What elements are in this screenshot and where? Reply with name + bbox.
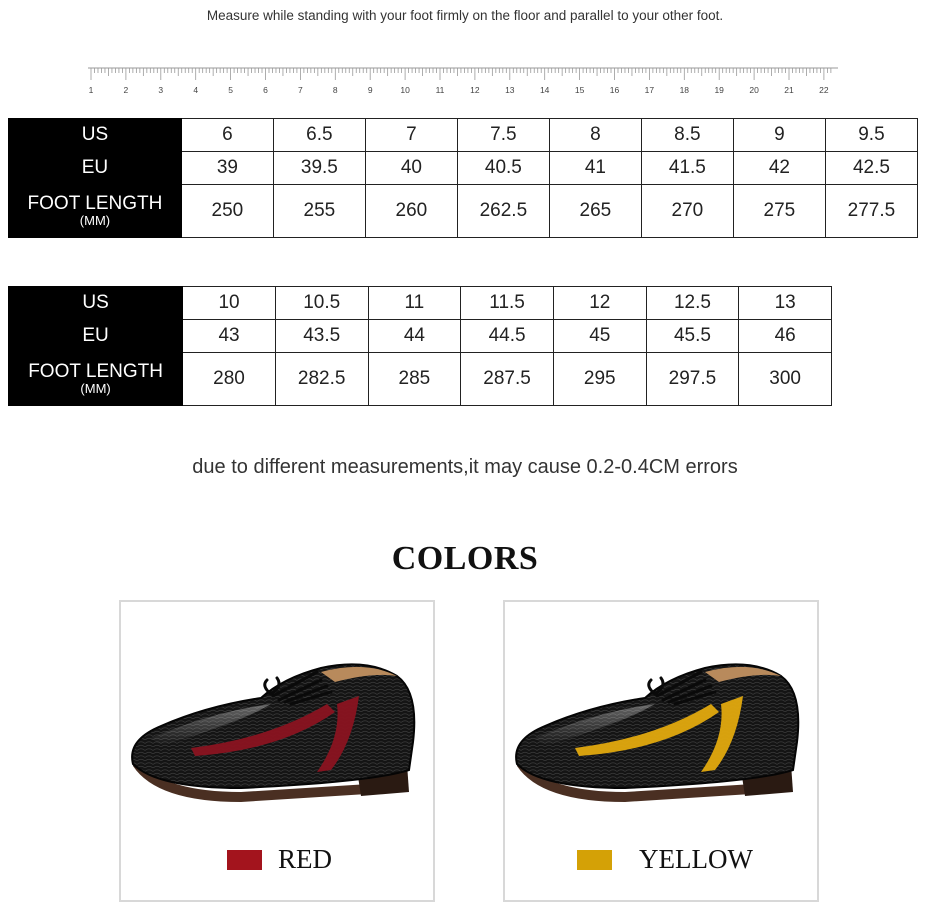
size-cell-us: 10 (183, 287, 276, 320)
table-row-eu (9, 320, 832, 353)
size-cell-eu: 44.5 (461, 320, 554, 353)
foot-length-unit: (MM) (80, 381, 111, 396)
size-cell-eu: 43.5 (275, 320, 368, 353)
ruler-number: 1 (88, 85, 94, 95)
size-cell-us: 9 (733, 119, 825, 152)
ruler-number: 8 (332, 85, 338, 95)
ruler-number: 11 (435, 85, 445, 95)
foot-length-unit: (MM) (79, 213, 111, 228)
row-header-us: US (9, 119, 182, 152)
ruler-number: 5 (228, 85, 233, 95)
table-row-us (9, 287, 832, 320)
size-cell-foot-length: 295 (553, 353, 646, 406)
ruler-number: 10 (400, 85, 410, 95)
size-cell-eu: 42.5 (825, 152, 917, 185)
ruler-number: 19 (714, 85, 724, 95)
row-header-eu: EU (9, 152, 182, 185)
foot-length-label: FOOT LENGTH (27, 193, 163, 214)
size-cell-us: 7 (365, 119, 457, 152)
ruler-number: 17 (644, 85, 655, 95)
size-cell-foot-length: 255 (273, 185, 365, 238)
size-cell-eu: 42 (733, 152, 825, 185)
size-table-2 (8, 286, 832, 406)
ruler-number: 3 (158, 85, 164, 95)
size-cell-foot-length: 262.5 (457, 185, 549, 238)
ruler-number: 21 (784, 85, 794, 95)
ruler (88, 66, 840, 96)
color-option-yellow[interactable] (503, 600, 819, 902)
color-label-red: RED (278, 844, 332, 874)
row-header-us: US (9, 287, 183, 320)
size-cell-us: 12 (553, 287, 646, 320)
table-row-foot-length (9, 185, 918, 238)
size-cell-us: 8 (549, 119, 641, 152)
color-swatch-red (227, 850, 262, 870)
table-row-foot-length (9, 353, 832, 406)
size-cell-eu: 44 (368, 320, 461, 353)
size-cell-foot-length: 297.5 (646, 353, 739, 406)
size-cell-foot-length: 275 (733, 185, 825, 238)
size-cell-us: 11 (368, 287, 461, 320)
size-cell-foot-length: 300 (739, 353, 832, 406)
size-cell-eu: 39.5 (273, 152, 365, 185)
size-cell-foot-length: 250 (181, 185, 273, 238)
ruler-number: 7 (298, 85, 303, 95)
size-cell-foot-length: 260 (365, 185, 457, 238)
shoe-upper (516, 664, 798, 788)
size-cell-us: 6 (181, 119, 273, 152)
color-label-yellow: YELLOW (639, 844, 753, 874)
ruler-number: 18 (679, 85, 690, 95)
size-cell-eu: 45.5 (646, 320, 739, 353)
row-header-foot-length (9, 185, 182, 238)
shoe-upper (132, 664, 414, 788)
size-cell-foot-length: 280 (183, 353, 276, 406)
size-cell-eu: 40.5 (457, 152, 549, 185)
table-row-eu (9, 152, 918, 185)
size-cell-foot-length: 285 (368, 353, 461, 406)
ruler-number: 4 (193, 85, 199, 95)
size-cell-eu: 43 (183, 320, 276, 353)
ruler-number: 6 (263, 85, 268, 95)
size-cell-us: 9.5 (825, 119, 917, 152)
size-cell-foot-length: 270 (641, 185, 733, 238)
size-cell-eu: 41 (549, 152, 641, 185)
color-swatch-yellow (577, 850, 612, 870)
measurement-instruction: Measure while standing with your foot firmly on the floor and parallel to your other foot. (206, 8, 724, 23)
row-header-foot-length (9, 353, 183, 406)
ruler-number: 12 (470, 85, 480, 95)
size-cell-foot-length: 265 (549, 185, 641, 238)
color-option-red[interactable] (119, 600, 435, 902)
ruler-number: 22 (819, 85, 829, 95)
shoe-image-yellow (505, 642, 817, 812)
size-cell-foot-length: 287.5 (461, 353, 554, 406)
row-header-eu: EU (9, 320, 183, 353)
size-cell-us: 8.5 (641, 119, 733, 152)
size-cell-eu: 41.5 (641, 152, 733, 185)
ruler-number: 16 (609, 85, 620, 95)
size-cell-eu: 39 (181, 152, 273, 185)
size-cell-eu: 40 (365, 152, 457, 185)
size-cell-us: 6.5 (273, 119, 365, 152)
size-cell-us: 10.5 (275, 287, 368, 320)
ruler-number: 14 (539, 85, 550, 95)
foot-length-label: FOOT LENGTH (28, 361, 163, 382)
size-cell-us: 7.5 (457, 119, 549, 152)
size-cell-us: 12.5 (646, 287, 739, 320)
colors-heading: COLORS (391, 540, 539, 577)
ruler-number: 15 (574, 85, 585, 95)
size-table-1 (8, 118, 918, 238)
ruler-number: 2 (123, 85, 129, 95)
ruler-number: 13 (505, 85, 515, 95)
size-cell-foot-length: 282.5 (275, 353, 368, 406)
ruler-number: 20 (749, 85, 759, 95)
size-cell-us: 13 (739, 287, 832, 320)
shoe-image-red (121, 642, 433, 812)
ruler-number: 9 (367, 85, 373, 95)
table-row-us (9, 119, 918, 152)
measurement-error-note: due to different measurements,it may cause 0.2-0.4CM errors (192, 456, 738, 478)
size-cell-us: 11.5 (461, 287, 554, 320)
size-cell-eu: 46 (739, 320, 832, 353)
size-cell-foot-length: 277.5 (825, 185, 917, 238)
size-cell-eu: 45 (553, 320, 646, 353)
